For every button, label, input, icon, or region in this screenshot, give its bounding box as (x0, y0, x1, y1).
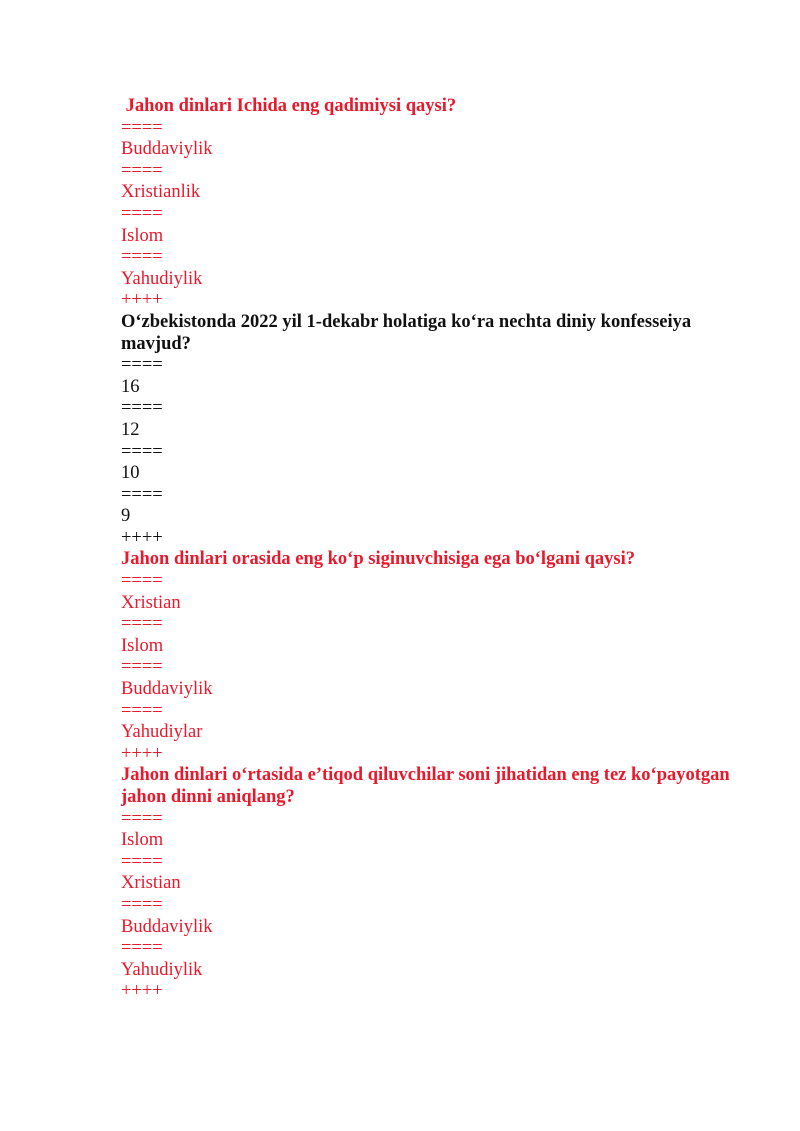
option-separator: ==== (121, 657, 163, 678)
option-separator: ==== (121, 160, 163, 181)
option-separator: ==== (121, 851, 163, 872)
option-separator: ==== (121, 203, 163, 224)
option-separator: ==== (121, 938, 163, 959)
option-separator: ==== (121, 700, 163, 721)
answer-option: Islom (121, 225, 164, 246)
option-separator: ==== (121, 441, 163, 462)
answer-option: 16 (121, 376, 140, 397)
question-text: Jahon dinlari o‘rtasida e’tiqod qiluvchilar soni jihatidan eng tez ko‘payotgan jahon dinni aniqlang? (121, 765, 735, 807)
answer-option: Xristianlik (121, 182, 201, 203)
option-separator: ==== (121, 398, 163, 419)
answer-option: 10 (121, 463, 140, 484)
option-separator: ==== (121, 571, 163, 592)
answer-option: Islom (121, 830, 164, 851)
question-text: Jahon dinlari Ichida eng qadimiysi qaysi? (121, 96, 457, 116)
answer-option: Xristian (121, 873, 181, 894)
answer-option: Buddaviylik (121, 679, 213, 700)
question-block-3 (121, 549, 761, 765)
option-separator: ==== (121, 247, 163, 268)
question-end-marker: ++++ (121, 527, 163, 548)
option-separator: ==== (121, 117, 163, 138)
answer-option: 12 (121, 419, 140, 440)
option-separator: ==== (121, 894, 163, 915)
question-block-1 (121, 96, 761, 312)
answer-option: Islom (121, 635, 164, 656)
question-end-marker: ++++ (121, 981, 163, 1002)
answer-option: Yahudiylik (121, 268, 203, 289)
question-block-4 (121, 765, 761, 1003)
question-end-marker: ++++ (121, 743, 163, 764)
option-separator: ==== (121, 808, 163, 829)
answer-option: 9 (121, 506, 131, 527)
option-separator: ==== (121, 355, 163, 376)
question-text: Jahon dinlari orasida eng ko‘p siginuvchisiga ega bo‘lgani qaysi? (121, 549, 636, 570)
question-end-marker: ++++ (121, 290, 163, 311)
question-block-2 (121, 312, 761, 550)
answer-option: Yahudiylik (121, 959, 203, 980)
option-separator: ==== (121, 484, 163, 505)
answer-option: Yahudiylar (121, 722, 203, 743)
document-page (121, 96, 761, 1003)
answer-option: Buddaviylik (121, 916, 213, 937)
option-separator: ==== (121, 614, 163, 635)
answer-option: Xristian (121, 592, 181, 613)
answer-option: Buddaviylik (121, 139, 213, 160)
question-text: O‘zbekistonda 2022 yil 1-dekabr holatiga ko‘ra nechta diniy konfesseiya mavjud? (121, 311, 696, 354)
